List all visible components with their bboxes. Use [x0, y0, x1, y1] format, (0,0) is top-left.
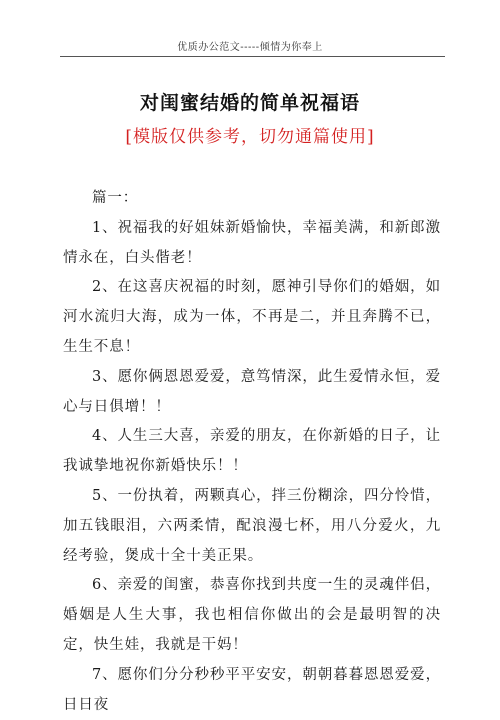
paragraph-1: 1、祝福我的好姐妹新婚愉快，幸福美满，和新郎激情永在，白头偕老！: [63, 219, 441, 266]
paragraph-7: 7、愿你们分分秒秒平平安安，朝朝暮暮恩恩爱爱，日日夜: [63, 666, 441, 713]
section-label: 篇一：: [92, 190, 139, 206]
page-header-text: 优质办公范文-----倾情为你奉上: [177, 42, 323, 53]
paragraph-4: 4、人生三大喜，亲爱的朋友，在你新婚的日子，让我诚挚地祝你新婚快乐！！: [63, 428, 441, 475]
document-subtitle: [模版仅供参考，切勿通篇使用]: [125, 127, 375, 147]
paragraph-2: 2、在这喜庆祝福的时刻，愿神引导你们的婚姻，如河水流归大海，成为一体，不再是二，并且奔腾不已，生生不息！: [63, 279, 441, 355]
document-title: 对闺蜜结婚的简单祝福语: [139, 92, 360, 114]
document-body: [63, 184, 441, 720]
paragraph-5: 5、一份执着，两颗真心，拌三份糊涂，四分怜惜，加五钱眼泪，六两柔情，配浪漫七杯，用八分爱火，九经考验，煲成十全十美正果。: [63, 487, 441, 564]
paragraph-3: 3、愿你俩恩恩爱爱，意笃情深，此生爱情永恒，爱心与日俱增！！: [63, 368, 441, 415]
paragraph-6: 6、亲爱的闺蜜，恭喜你找到共度一生的灵魂伴侣，婚姻是人生大事，我也相信你做出的会是最明智的决定，快生娃，我就是干妈！: [63, 577, 441, 653]
header-divider: [60, 56, 445, 57]
